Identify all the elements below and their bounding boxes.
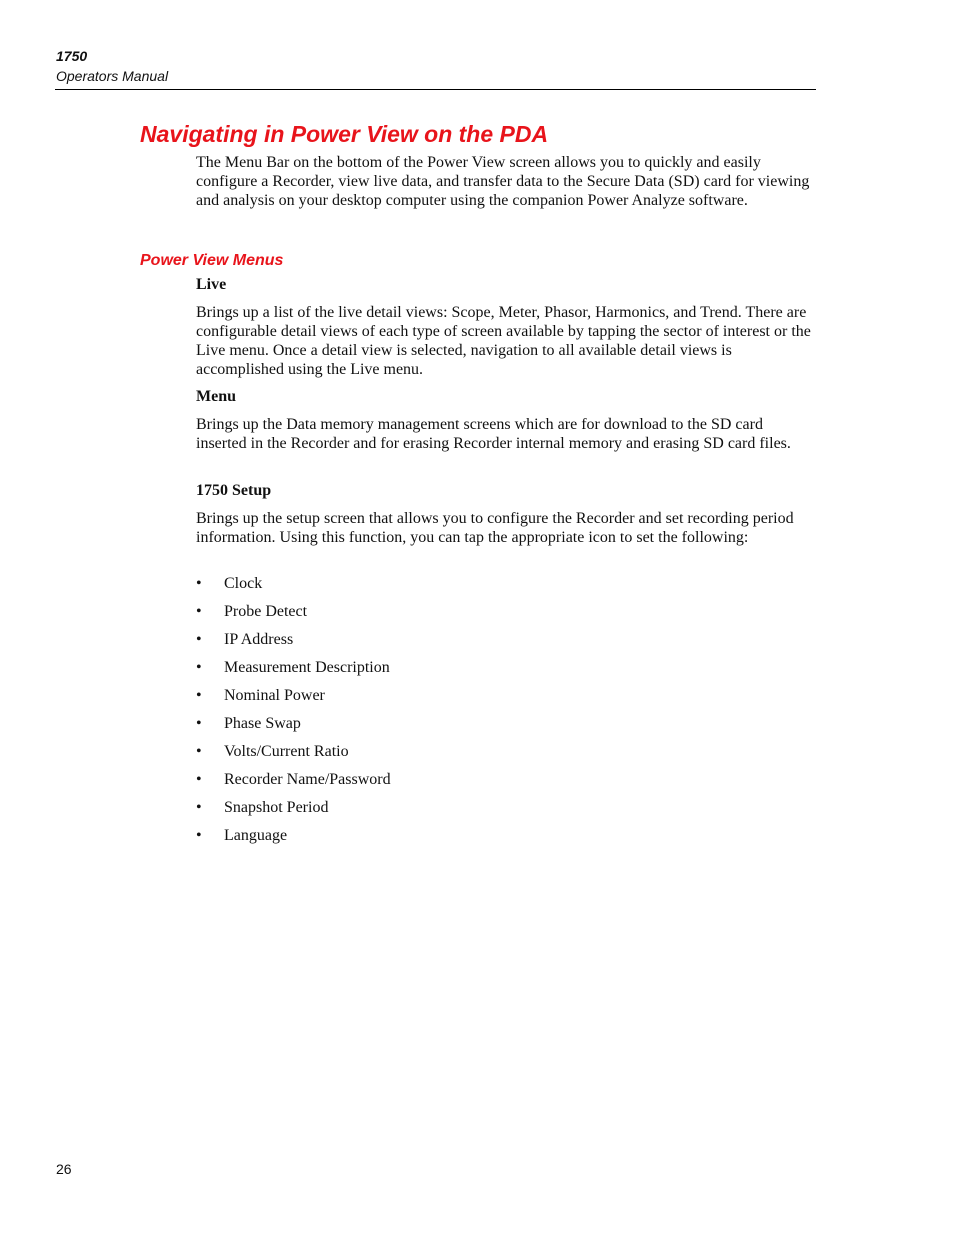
menu-heading: Menu: [196, 388, 236, 405]
live-heading: Live: [196, 276, 227, 293]
list-item-label: Measurement Description: [224, 659, 390, 676]
list-item: [196, 742, 391, 770]
list-item: [196, 714, 391, 742]
setup-heading: 1750 Setup: [196, 482, 272, 499]
menu-description: Brings up the Data memory management screens which are for download to the SD card inserted in the Recorder and for erasing Recorder internal memory and erasing SD card files.: [196, 416, 791, 452]
list-item: [196, 574, 391, 602]
list-item-label: Volts/Current Ratio: [224, 743, 349, 760]
list-item-label: Phase Swap: [224, 715, 301, 732]
page-number: 26: [56, 1161, 72, 1177]
setup-options-list: [196, 574, 391, 854]
bullet-icon: •: [196, 771, 202, 788]
page-title: Navigating in Power View on the PDA: [140, 121, 549, 147]
list-item-label: Language: [224, 827, 288, 844]
bullet-icon: •: [196, 659, 202, 676]
list-item-label: IP Address: [224, 631, 294, 648]
bullet-icon: •: [196, 687, 202, 704]
bullet-icon: •: [196, 631, 202, 648]
bullet-icon: •: [196, 575, 202, 592]
section-title: Power View Menus: [140, 252, 284, 269]
live-description: Brings up a list of the live detail views: Scope, Meter, Phasor, Harmonics, and Trend. There are configurable detail views of each type of screen available by tapping the sector of interest or the Live menu. Once a detail view is selected, navigation to all available detail views is accomplished using the Live menu.: [196, 304, 811, 378]
list-item-label: Nominal Power: [224, 687, 325, 704]
list-item-label: Snapshot Period: [224, 799, 329, 816]
bullet-icon: •: [196, 827, 202, 844]
list-item-label: Clock: [224, 575, 263, 592]
intro-paragraph: The Menu Bar on the bottom of the Power View screen allows you to quickly and easily configure a Recorder, view live data, and transfer data to the Secure Data (SD) card for viewing and analysis on your desktop computer using the companion Power Analyze software.: [196, 154, 810, 209]
setup-description: Brings up the setup screen that allows you to configure the Recorder and set recording period information. Using this function, you can tap the appropriate icon to set the following:: [196, 510, 794, 546]
list-item-label: Recorder Name/Password: [224, 771, 391, 788]
bullet-icon: •: [196, 799, 202, 816]
bullet-icon: •: [196, 743, 202, 760]
list-item: [196, 630, 391, 658]
list-item: [196, 686, 391, 714]
bullet-icon: •: [196, 603, 202, 620]
list-item: [196, 770, 391, 798]
header-model-number: 1750: [56, 48, 88, 64]
header-divider: [55, 89, 816, 90]
list-item: [196, 826, 391, 854]
header-manual-title: Operators Manual: [56, 68, 169, 84]
list-item: [196, 602, 391, 630]
list-item: [196, 798, 391, 826]
list-item-label: Probe Detect: [224, 603, 308, 620]
bullet-icon: •: [196, 715, 202, 732]
list-item: [196, 658, 391, 686]
